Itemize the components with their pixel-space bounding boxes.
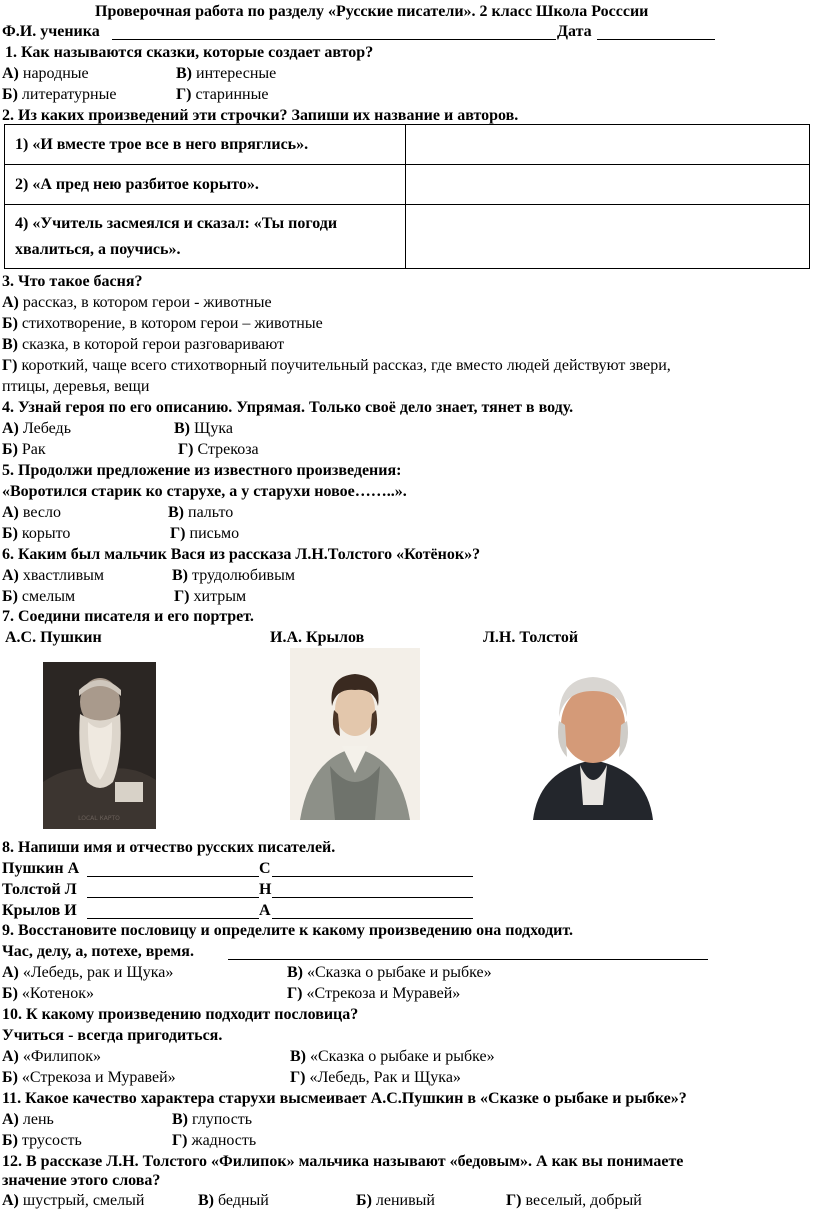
writer-tolstoy[interactable]: Л.Н. Толстой bbox=[483, 629, 579, 646]
q8-tolstoy-name-field[interactable] bbox=[87, 897, 259, 898]
q2-quote-3: 4) «Учитель засмеялся и сказал: «Ты погоди хвалиться, а поучись». bbox=[5, 205, 406, 269]
q9-option-a[interactable]: А) «Лебедь, рак и Щука» bbox=[2, 964, 174, 981]
q4-option-b[interactable]: Б) Рак bbox=[2, 441, 46, 458]
q1-option-g[interactable]: Г) старинные bbox=[176, 86, 269, 103]
q3-option-b[interactable]: Б) стихотворение, в котором герои – животные bbox=[2, 315, 323, 332]
q4-option-g[interactable]: Г) Стрекоза bbox=[178, 441, 259, 458]
q8-tolstoy-patronymic: Н bbox=[259, 881, 272, 898]
q6-option-g[interactable]: Г) хитрым bbox=[174, 588, 247, 605]
q11-option-b[interactable]: Б) трусость bbox=[2, 1132, 82, 1149]
q11-question: 11. Какое качество характера старухи высмеивает А.С.Пушкин в «Сказке о рыбаке и рыбке»? bbox=[2, 1090, 687, 1107]
q9-question: 9. Восстановите пословицу и определите к какому произведению она подходит. bbox=[2, 922, 574, 939]
q6-option-b[interactable]: Б) смелым bbox=[2, 588, 76, 605]
q2-question: 2. Из каких произведений эти строчки? Запиши их название и авторов. bbox=[2, 107, 519, 124]
q5-option-a[interactable]: А) весло bbox=[2, 504, 61, 521]
q4-option-a[interactable]: А) Лебедь bbox=[2, 420, 71, 437]
page-title: Проверочная работа по разделу «Русские писатели». 2 класс Школа Росссии bbox=[95, 3, 649, 20]
q1-option-b[interactable]: Б) литературные bbox=[2, 86, 117, 103]
q2-answer-2[interactable] bbox=[406, 165, 810, 205]
elderly-man-portrait-icon bbox=[525, 665, 660, 820]
q8-pushkin-patronymic-field[interactable] bbox=[272, 876, 473, 877]
q11-option-a[interactable]: А) лень bbox=[2, 1111, 54, 1128]
q9-proverb: Час, делу, а, потехе, время. bbox=[2, 943, 194, 960]
student-name-label: Ф.И. ученика bbox=[2, 23, 100, 40]
q8-pushkin-name-field[interactable] bbox=[87, 876, 259, 877]
q5-option-b[interactable]: Б) корыто bbox=[2, 525, 71, 542]
q6-option-a[interactable]: А) хвастливым bbox=[2, 567, 105, 584]
q2-answer-1[interactable] bbox=[406, 125, 810, 165]
q11-option-v[interactable]: В) глупость bbox=[172, 1111, 253, 1128]
date-label: Дата bbox=[557, 23, 592, 40]
q8-tolstoy-patronymic-field[interactable] bbox=[272, 897, 473, 898]
portrait-krylov[interactable] bbox=[525, 665, 660, 820]
writer-krylov[interactable]: И.А. Крылов bbox=[270, 629, 365, 646]
portrait-watermark: LOCAL КАРТО bbox=[78, 815, 120, 822]
q4-question: 4. Узнай героя по его описанию. Упрямая. Только своё дело знает, тянет в воду. bbox=[2, 399, 574, 416]
bearded-man-portrait-icon bbox=[43, 662, 156, 829]
q10-option-v[interactable]: В) «Сказка о рыбаке и рыбке» bbox=[290, 1048, 495, 1065]
q8-question: 8. Напиши имя и отчество русских писателей. bbox=[2, 839, 336, 856]
q12-option-a[interactable]: А) шустрый, смелый bbox=[2, 1192, 145, 1209]
q12-option-g[interactable]: Г) веселый, добрый bbox=[506, 1192, 642, 1209]
q5-quote: «Воротился старик ко старухе, а у старухи новое……..». bbox=[2, 483, 407, 500]
q8-krylov-name-field[interactable] bbox=[87, 918, 259, 919]
q3-option-g-cont: птицы, деревья, вещи bbox=[2, 378, 150, 395]
q12-question: 12. В рассказе Л.Н. Толстого «Филипок» мальчика называют «бедовым». А как вы понимаете bbox=[2, 1153, 684, 1170]
q6-question: 6. Каким был мальчик Вася из рассказа Л.Н.Толстого «Котёнок»? bbox=[2, 546, 481, 563]
q2-quote-2: 2) «А пред нею разбитое корыто». bbox=[5, 165, 406, 205]
q3-question: 3. Что такое басня? bbox=[2, 273, 143, 290]
q3-option-v[interactable]: В) сказка, в которой герои разговаривают bbox=[2, 336, 285, 353]
q9-option-g[interactable]: Г) «Стрекоза и Муравей» bbox=[287, 985, 461, 1002]
q2-quote-1: 1) «И вместе трое все в него впряглись». bbox=[5, 125, 406, 165]
q10-proverb: Учиться - всегда пригодиться. bbox=[2, 1027, 223, 1044]
q8-krylov-patronymic: А bbox=[259, 902, 271, 919]
q6-option-v[interactable]: В) трудолюбивым bbox=[172, 567, 295, 584]
q5-question: 5. Продолжи предложение из известного произведения: bbox=[2, 462, 402, 479]
q11-option-g[interactable]: Г) жадность bbox=[172, 1132, 257, 1149]
portrait-tolstoy[interactable] bbox=[43, 662, 156, 829]
q9-option-b[interactable]: Б) «Котенок» bbox=[2, 985, 94, 1002]
q10-option-g[interactable]: Г) «Лебедь, Рак и Щука» bbox=[290, 1069, 461, 1086]
q8-pushkin-name: Пушкин А bbox=[2, 860, 80, 877]
q10-option-b[interactable]: Б) «Стрекоза и Муравей» bbox=[2, 1069, 176, 1086]
q12-question-cont: значение этого слова? bbox=[2, 1172, 161, 1189]
q3-option-a[interactable]: А) рассказ, в котором герои - животные bbox=[2, 294, 272, 311]
portrait-pushkin[interactable] bbox=[290, 648, 420, 820]
q1-question: 1. Как называются сказки, которые создает автор? bbox=[5, 44, 374, 61]
q5-option-g[interactable]: Г) письмо bbox=[170, 525, 240, 542]
q1-option-a[interactable]: А) народные bbox=[2, 65, 89, 82]
q7-question: 7. Соедини писателя и его портрет. bbox=[2, 608, 254, 625]
q8-pushkin-patronymic: С bbox=[259, 860, 271, 877]
q10-option-a[interactable]: А) «Филипок» bbox=[2, 1048, 101, 1065]
q10-question: 10. К какому произведению подходит пословица? bbox=[2, 1006, 359, 1023]
q9-proverb-field[interactable] bbox=[228, 959, 708, 960]
q8-krylov-name: Крылов И bbox=[2, 902, 77, 919]
writer-pushkin[interactable]: А.С. Пушкин bbox=[5, 629, 102, 646]
q8-tolstoy-name: Толстой Л bbox=[2, 881, 77, 898]
q2-answer-3[interactable] bbox=[406, 205, 810, 269]
date-field[interactable] bbox=[597, 39, 715, 40]
q3-option-g[interactable]: Г) короткий, чаще всего стихотворный поучительный рассказ, где вместо людей действуют звери, bbox=[2, 357, 671, 374]
q12-option-v[interactable]: В) бедный bbox=[198, 1192, 269, 1209]
q2-table bbox=[4, 124, 810, 269]
student-name-field[interactable] bbox=[112, 39, 556, 40]
q1-option-v[interactable]: В) интересные bbox=[176, 65, 277, 82]
q9-option-v[interactable]: В) «Сказка о рыбаке и рыбке» bbox=[287, 964, 492, 981]
q8-krylov-patronymic-field[interactable] bbox=[272, 918, 473, 919]
q12-option-b[interactable]: Б) ленивый bbox=[356, 1192, 435, 1209]
q5-option-v[interactable]: В) пальто bbox=[168, 504, 234, 521]
curly-hair-man-portrait-icon bbox=[290, 648, 420, 820]
q4-option-v[interactable]: В) Щука bbox=[174, 420, 233, 437]
